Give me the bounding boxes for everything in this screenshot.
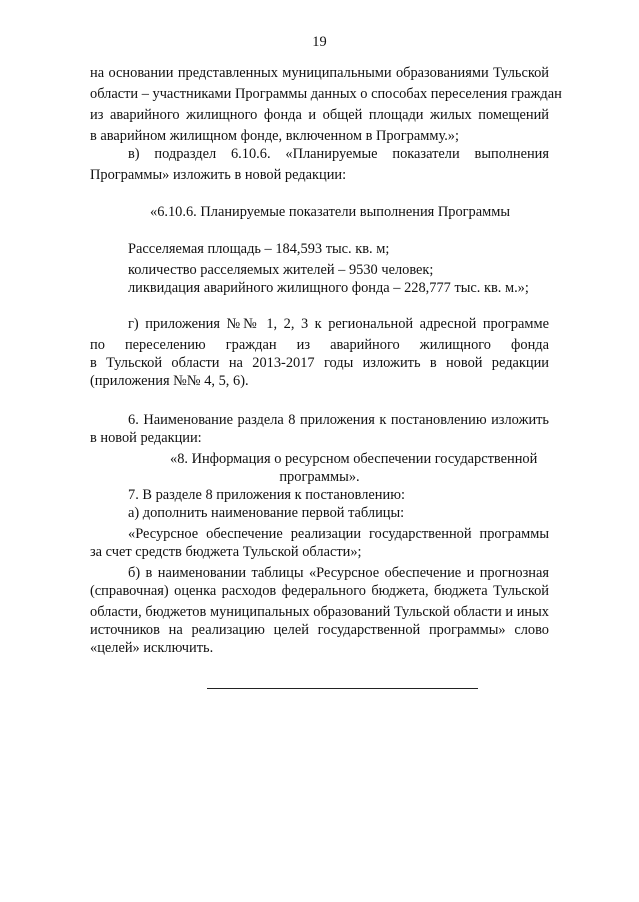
text-line: в Тульской области на 2013-2017 годы изложить в новой редакции — [90, 355, 549, 371]
text-line: количество расселяемых жителей – 9530 человек; — [128, 262, 434, 278]
text-line: 6. Наименование раздела 8 приложения к постановлению изложить — [128, 412, 549, 428]
text-line: Программы» изложить в новой редакции: — [90, 167, 347, 183]
text-line: «целей» исключить. — [90, 640, 214, 656]
text-line: области – участниками Программы данных о способах переселения граждан — [90, 86, 562, 102]
text-line: области, бюджетов муниципальных образований Тульской области и иных — [90, 604, 549, 620]
text-line: в аварийном жилищном фонде, включенном в Программу.»; — [90, 128, 459, 144]
section-title-line: программы». — [279, 469, 360, 485]
subsection-heading: «6.10.6. Планируемые показатели выполнения Программы — [150, 204, 511, 220]
text-line: на основании представленных муниципальными образованиями Тульской — [90, 65, 549, 81]
text-line: (справочная) оценка расходов федерального бюджета, бюджета Тульской — [90, 583, 549, 599]
end-divider — [207, 688, 478, 689]
text-line: 7. В разделе 8 приложения к постановлению: — [128, 487, 405, 503]
text-line: «Ресурсное обеспечение реализации государственной программы — [128, 526, 549, 542]
text-line: по переселению граждан из аварийного жилищного фонда — [90, 337, 549, 353]
text-line: источников на реализацию целей государственной программы» слово — [90, 622, 549, 638]
text-line: в) подраздел 6.10.6. «Планируемые показатели выполнения — [128, 146, 549, 162]
text-line: за счет средств бюджета Тульской области»; — [90, 544, 362, 560]
text-line: из аварийного жилищного фонда и общей площади жилых помещений — [90, 107, 549, 123]
text-line: ликвидация аварийного жилищного фонда – 228,777 тыс. кв. м.»; — [128, 280, 529, 296]
text-line: (приложения №№ 4, 5, 6). — [90, 373, 249, 389]
text-line: б) в наименовании таблицы «Ресурсное обеспечение и прогнозная — [128, 565, 549, 581]
section-title-line: «8. Информация о ресурсном обеспечении государственной — [170, 451, 538, 467]
text-line: в новой редакции: — [90, 430, 202, 446]
page-number: 19 — [312, 34, 327, 50]
text-line: г) приложения №№ 1, 2, 3 к региональной адресной программе — [128, 316, 549, 332]
text-line: а) дополнить наименование первой таблицы: — [128, 505, 405, 521]
text-line: Расселяемая площадь – 184,593 тыс. кв. м; — [128, 241, 390, 257]
